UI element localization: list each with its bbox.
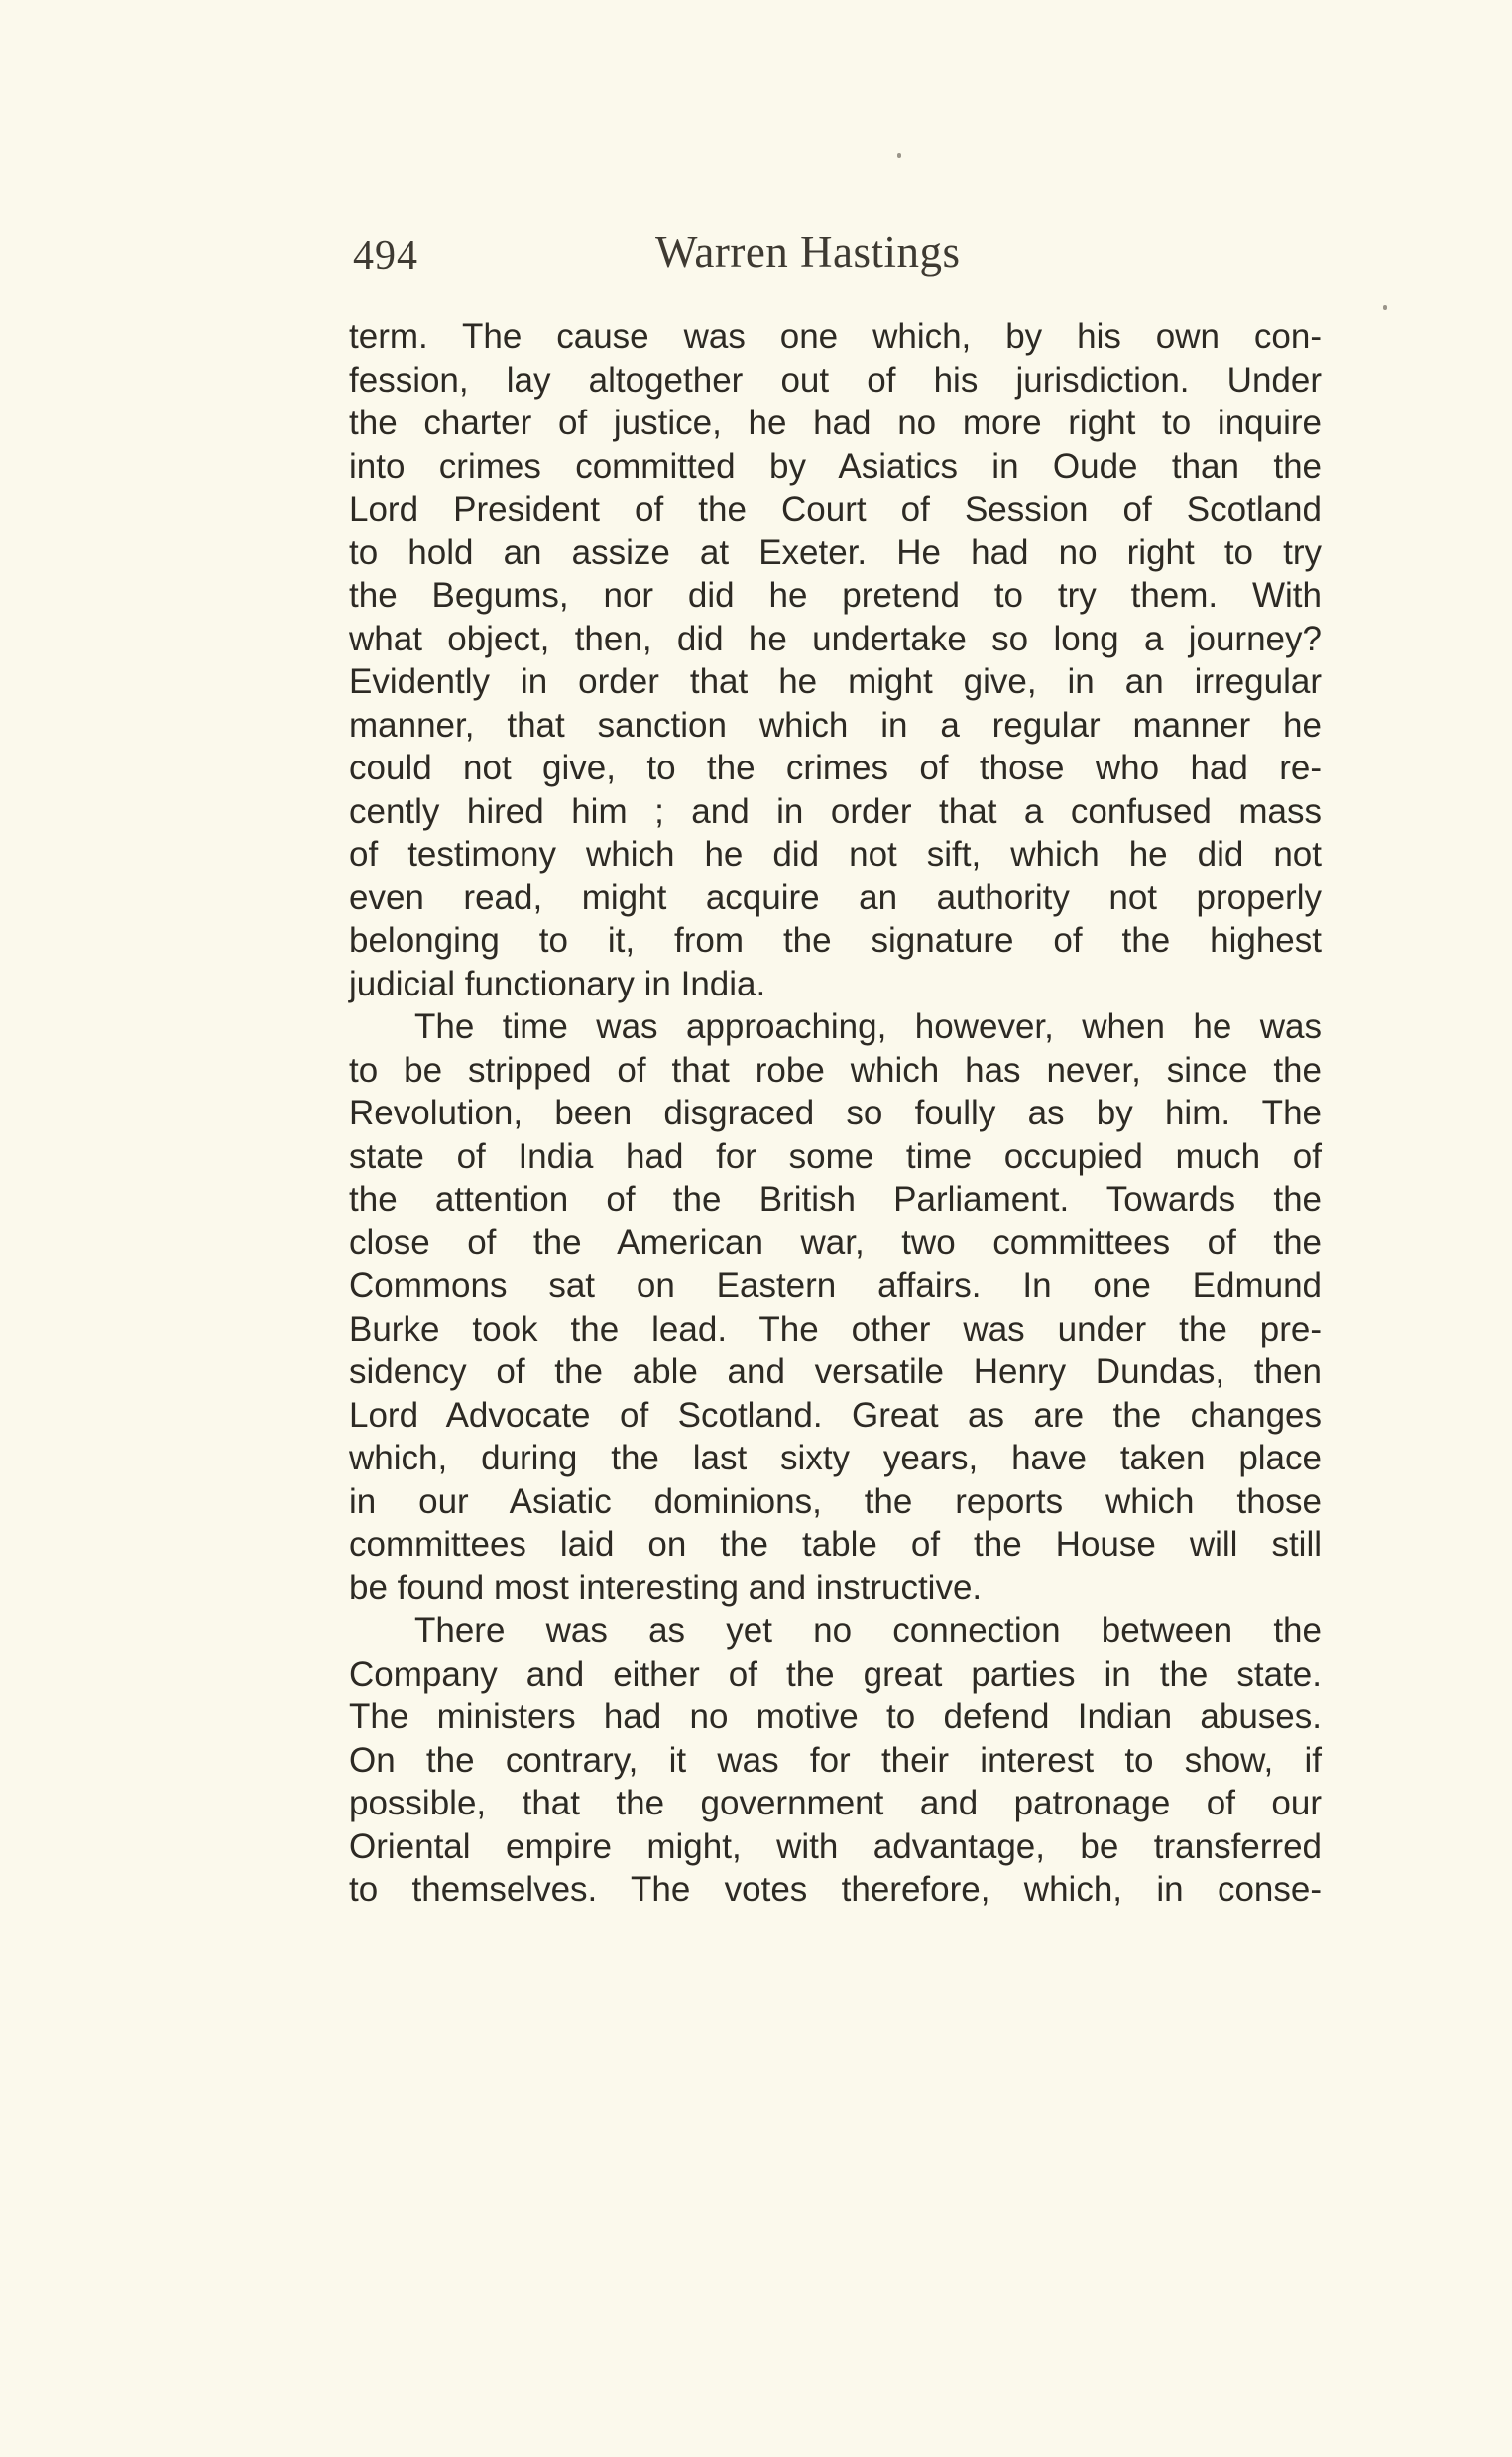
text-line: committees laid on the table of the House will still: [349, 1525, 1322, 1564]
text-line: the Begums, nor did he pretend to try them. With: [349, 576, 1322, 615]
text-line: Lord Advocate of Scotland. Great as are the changes: [349, 1395, 1322, 1435]
text-line: Lord President of the Court of Session of Scotland: [349, 490, 1322, 528]
text-line: to be stripped of that robe which has never, since the: [349, 1050, 1322, 1090]
paragraph-start-line: There was as yet no connection between the: [414, 1611, 1322, 1650]
text-line: Commons sat on Eastern affairs. In one Edmund: [349, 1266, 1322, 1305]
text-line: even read, might acquire an authority not properly: [349, 878, 1322, 917]
text-line: The ministers had no motive to defend Indian abuses.: [349, 1697, 1322, 1736]
paragraph-end-line: judicial functionary in India.: [349, 964, 766, 1003]
text-line: to themselves. The votes therefore, which, in conse-: [349, 1870, 1322, 1909]
text-line: sidency of the able and versatile Henry Dundas, then: [349, 1352, 1322, 1391]
text-line: manner, that sanction which in a regular manner he: [349, 705, 1322, 745]
running-title: Warren Hastings: [655, 227, 961, 277]
text-line: belonging to it, from the signature of the highest: [349, 921, 1322, 960]
text-line: Oriental empire might, with advantage, be transferred: [349, 1826, 1322, 1866]
text-line: state of India had for some time occupied much of: [349, 1136, 1322, 1176]
body-text: [349, 315, 1322, 1912]
text-line: possible, that the government and patronage of our: [349, 1784, 1322, 1822]
text-line: of testimony which he did not sift, which he did not: [349, 835, 1322, 874]
text-line: close of the American war, two committees of the: [349, 1223, 1322, 1262]
page-number: 494: [353, 233, 418, 279]
text-line: the attention of the British Parliament. Towards the: [349, 1180, 1322, 1219]
text-line: in our Asiatic dominions, the reports which those: [349, 1481, 1322, 1521]
paragraph-end-line: be found most interesting and instructive.: [349, 1568, 983, 1607]
print-speck: [897, 153, 901, 158]
text-line: which, during the last sixty years, have taken place: [349, 1439, 1322, 1477]
text-line: the charter of justice, he had no more right to inquire: [349, 404, 1322, 442]
text-line: into crimes committed by Asiatics in Oude than the: [349, 446, 1322, 486]
text-line: could not give, to the crimes of those who had re-: [349, 749, 1322, 787]
running-head: [353, 226, 1037, 295]
text-line: cently hired him ; and in order that a confused mass: [349, 791, 1322, 831]
text-line: Evidently in order that he might give, in an irregular: [349, 662, 1322, 701]
print-speck: [1383, 305, 1387, 310]
text-line: term. The cause was one which, by his own con-: [349, 317, 1322, 356]
text-line: to hold an assize at Exeter. He had no right to try: [349, 532, 1322, 572]
text-line: Revolution, been disgraced so foully as by him. The: [349, 1094, 1322, 1132]
paragraph-start-line: The time was approaching, however, when he was: [414, 1007, 1322, 1046]
text-line: what object, then, did he undertake so long a journey?: [349, 619, 1322, 658]
text-line: Company and either of the great parties in the state.: [349, 1654, 1322, 1694]
text-line: Burke took the lead. The other was under the pre-: [349, 1309, 1322, 1348]
text-line: fession, lay altogether out of his jurisdiction. Under: [349, 360, 1322, 400]
text-line: On the contrary, it was for their interest to show, if: [349, 1740, 1322, 1780]
